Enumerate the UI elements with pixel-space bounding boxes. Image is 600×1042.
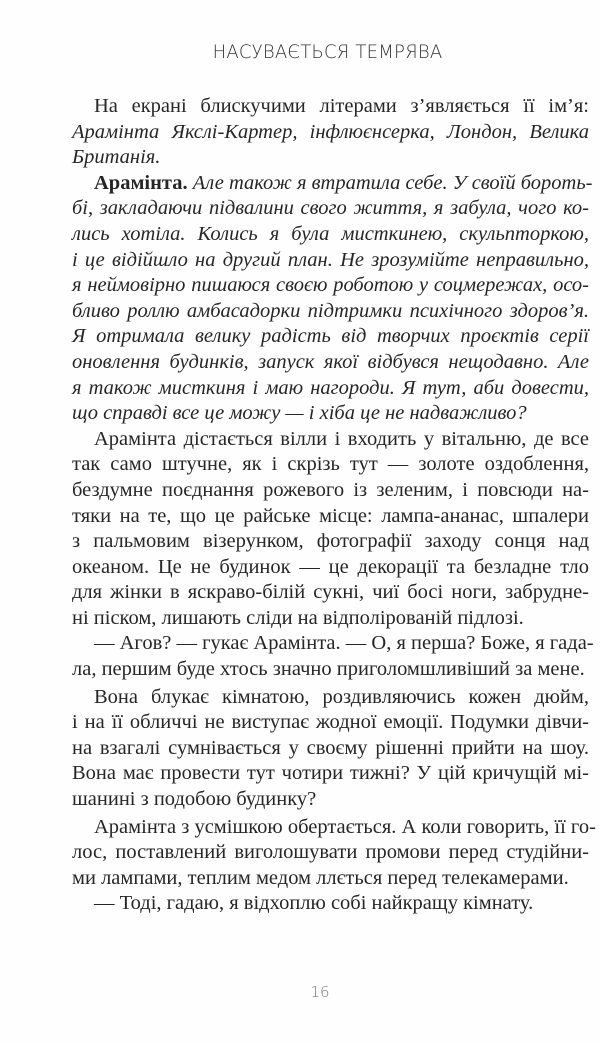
speaker-name: Арамінта.	[94, 171, 193, 194]
text-line	[72, 736, 589, 762]
text-line	[72, 145, 589, 171]
text-line	[72, 350, 589, 376]
text-run: На екрані блискучими літерами з’являється її ім’я:	[94, 95, 589, 117]
text-run: — Агов? — гукає Арамінта. — О, я перша? Боже, я гада-	[94, 632, 594, 655]
text-run: з пальмовим візерунком, фотографії заходу сонця над	[72, 530, 589, 553]
text-run: Я отримала велику радість від творчих проєктів серії	[72, 325, 589, 348]
text-run: Вона має провести тут чотири тижні? У цій кричущій мі-	[72, 762, 589, 785]
text-run: шанині з подобою будинку?	[72, 788, 317, 811]
text-run: так само штучне, як і скрізь тут — золоте оздоблення,	[72, 453, 589, 476]
text-line	[72, 761, 589, 787]
text-line	[72, 815, 596, 841]
text-run: Британія.	[72, 146, 161, 169]
text-line	[72, 324, 589, 350]
text-line	[72, 196, 589, 222]
text-line	[72, 840, 589, 866]
running-head: НАСУВАЄТЬСЯ ТЕМРЯВА	[212, 41, 443, 63]
text-line	[72, 504, 589, 530]
paragraph	[72, 171, 593, 427]
text-run: Але також я втратила себе. У своїй бороть-	[192, 171, 593, 194]
text-line	[72, 376, 589, 402]
text-run: я неймовірно пишаюся своєю роботою у соцмережах, осо-	[72, 274, 589, 297]
text-line	[72, 866, 589, 892]
text-line	[72, 427, 589, 453]
text-line	[72, 222, 589, 248]
text-run: лос, поставлений виголошувати промови перед студійни-	[72, 841, 589, 864]
text-line	[72, 248, 589, 274]
text-run: Арамінта Якслі-Картер, інфлюєнсерка, Лондон, Велика	[72, 120, 589, 143]
text-line	[72, 273, 589, 299]
text-run: Арамінта дістається вілли і входить у вітальню, де все	[94, 427, 589, 450]
text-run: оновлення будинків, запуск якої відбувся нещодавно. Але	[72, 350, 589, 373]
text-line	[72, 171, 593, 197]
paragraph	[72, 891, 589, 917]
page-number: 16	[310, 983, 330, 1001]
text-run: ла, першим буде хтось значно приголомшливіший за мене.	[72, 658, 585, 681]
body-text	[72, 94, 596, 917]
text-line	[72, 710, 589, 736]
text-line	[72, 891, 589, 917]
text-line	[72, 631, 594, 657]
text-run: ні піском, лишають сліди на відполірованій підлозі.	[72, 606, 524, 629]
text-run: Арамінта з усмішкою обертається. А коли говорить, її го-	[94, 815, 596, 838]
text-line	[72, 580, 589, 606]
text-run: що справді все це можу — і хіба це не надважливо?	[72, 402, 527, 425]
text-run: ми лампами, теплим медом ллється перед телекамерами.	[72, 866, 569, 889]
paragraph	[72, 685, 589, 813]
paragraph	[72, 631, 594, 682]
text-line	[72, 529, 589, 555]
paragraph	[72, 427, 589, 632]
text-run: бездумне поєднання рожевого із зеленим, і повсюди на-	[72, 478, 589, 501]
text-line	[72, 94, 589, 120]
text-run: для жінки в яскраво-білій сукні, чиї босі ноги, забрудне-	[72, 581, 589, 604]
text-run: тяки на те, що це райське місце: лампа-ананас, шпалери	[72, 504, 589, 527]
text-run: — Тоді, гадаю, я відхоплю собі найкращу кімнату.	[94, 892, 534, 915]
text-line	[72, 657, 589, 683]
text-run: бливо роллю амбасадорки підтримки психічного здоров’я.	[72, 299, 589, 322]
paragraph	[72, 815, 596, 892]
text-line	[72, 120, 589, 146]
text-line	[72, 606, 589, 632]
text-run: і на її обличчі не виступає жодної емоції. Подумки дівчи-	[72, 711, 589, 734]
text-run: я також мисткиня і маю нагороди. Я тут, аби довести,	[72, 376, 589, 399]
text-run: лись хотіла. Колись я була мисткинею, скульпторкою,	[72, 222, 589, 245]
text-run: на взагалі сумнівається у своєму рішенні прийти на шоу.	[72, 736, 589, 759]
text-line	[72, 401, 589, 427]
text-run: і це відійшло на другий план. Не зрозумійте неправильно,	[72, 248, 589, 271]
text-run: бі, закладаючи підвалини свого життя, я забула, чого ко-	[72, 197, 589, 220]
text-run: Вона блукає кімнатою, роздивляючись кожен дюйм,	[94, 685, 589, 708]
text-line	[72, 452, 589, 478]
text-line	[72, 685, 589, 711]
text-run: океаном. Це не будинок — це декорації та безладне тло	[72, 555, 589, 578]
paragraph	[72, 94, 589, 171]
text-line	[72, 555, 589, 581]
text-line	[72, 299, 589, 325]
text-line	[72, 478, 589, 504]
text-line	[72, 787, 589, 813]
